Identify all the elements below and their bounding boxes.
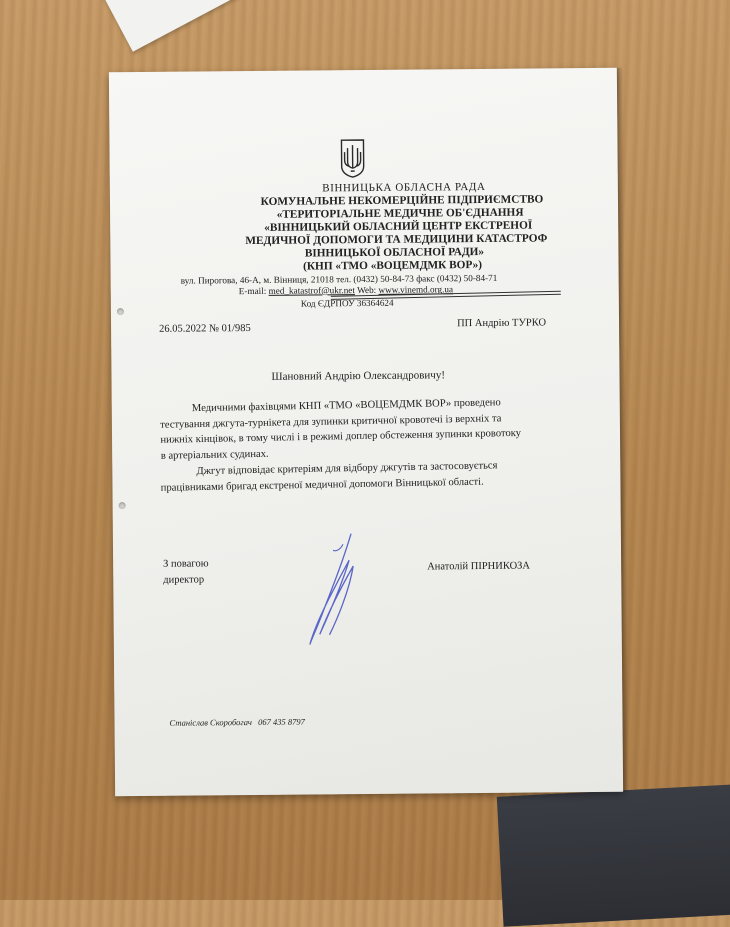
header-org-line: КОМУНАЛЬНЕ НЕКОМЕРЦІЙНЕ ПІДПРИЄМСТВО — [260, 193, 544, 208]
closing-regards: З повагою — [163, 558, 209, 570]
signatory-position: директор — [163, 574, 205, 586]
letter-closing — [163, 556, 209, 588]
letter-paragraph — [160, 458, 498, 495]
signatory-name: Анатолій ПІРНИКОЗА — [427, 560, 531, 573]
paragraph-line: нижніх кінцівок, в тому числі і в режимі доплер обстеження зупинки кровотоку — [160, 427, 522, 446]
trident-emblem-icon — [338, 138, 366, 178]
email-label: E-mail: — [238, 285, 267, 297]
punch-hole — [117, 308, 124, 315]
paragraph-line: працівниками бригад екстреної медичної допомоги Вінницької області. — [160, 476, 484, 494]
executor-phone: 067 435 8797 — [257, 716, 305, 727]
header-org-line: «ТЕРИТОРІАЛЬНЕ МЕДИЧНЕ ОБ'ЄДНАННЯ — [276, 206, 524, 221]
paragraph-line: Медичними фахівцями КНП «ТМО «ВОЦЕМДМК ВОР» проведено — [191, 397, 501, 415]
header-region: ВІННИЦЬКА ОБЛАСНА РАДА — [322, 180, 486, 195]
header-org-line: МЕДИЧНОЇ ДОПОМОГИ ТА МЕДИЦИНИ КАТАСТРОФ — [245, 232, 548, 248]
letter-paragraph — [160, 395, 522, 464]
paragraph-line: тестування джгута-турнікета для зупинки критичної кровотечі із верхніх та — [160, 412, 502, 431]
header-org-line: (КНП «ТМО «ВОЦЕМДМК ВОР») — [303, 258, 483, 273]
header-registry-code: Код ЄДРПОУ 36364624 — [300, 297, 394, 309]
letter-date-number: 26.05.2022 № 01/985 — [159, 323, 251, 335]
punch-hole — [119, 502, 126, 509]
background-paper — [100, 0, 239, 52]
sheet-shadow — [617, 68, 629, 792]
executor-name: Станіслав Скоробогач — [169, 717, 252, 728]
letter-recipient: ПП Андрію ТУРКО — [457, 317, 547, 330]
header-org-line: ВІННИЦЬКОЇ ОБЛАСНОЇ РАДИ» — [304, 245, 485, 260]
executor-info — [169, 717, 304, 728]
background-fabric — [497, 783, 730, 926]
email-link[interactable]: med_katastrof@ukr.net — [268, 285, 355, 296]
letter-salutation: Шановний Андрію Олександровичу! — [271, 369, 446, 383]
letter-sheet — [109, 68, 623, 796]
web-label: Web: — [356, 284, 377, 296]
paragraph-line: в артеріальних судинах. — [160, 448, 269, 462]
signature-icon — [293, 530, 374, 651]
header-address: вул. Пирогова, 46-А, м. Вінниця, 21018 тел. (0432) 50-84-73 факс (0432) 50-84-71 — [180, 272, 498, 286]
paragraph-line: Джгут відповідає критеріям для відбору джгутів та застосовується — [196, 460, 498, 478]
header-org-line: «ВІННИЦЬКИЙ ОБЛАСНИЙ ЦЕНТР ЕКСТРЕНОЇ — [264, 219, 533, 234]
web-link[interactable]: www.vinemd.org.ua — [378, 284, 454, 295]
